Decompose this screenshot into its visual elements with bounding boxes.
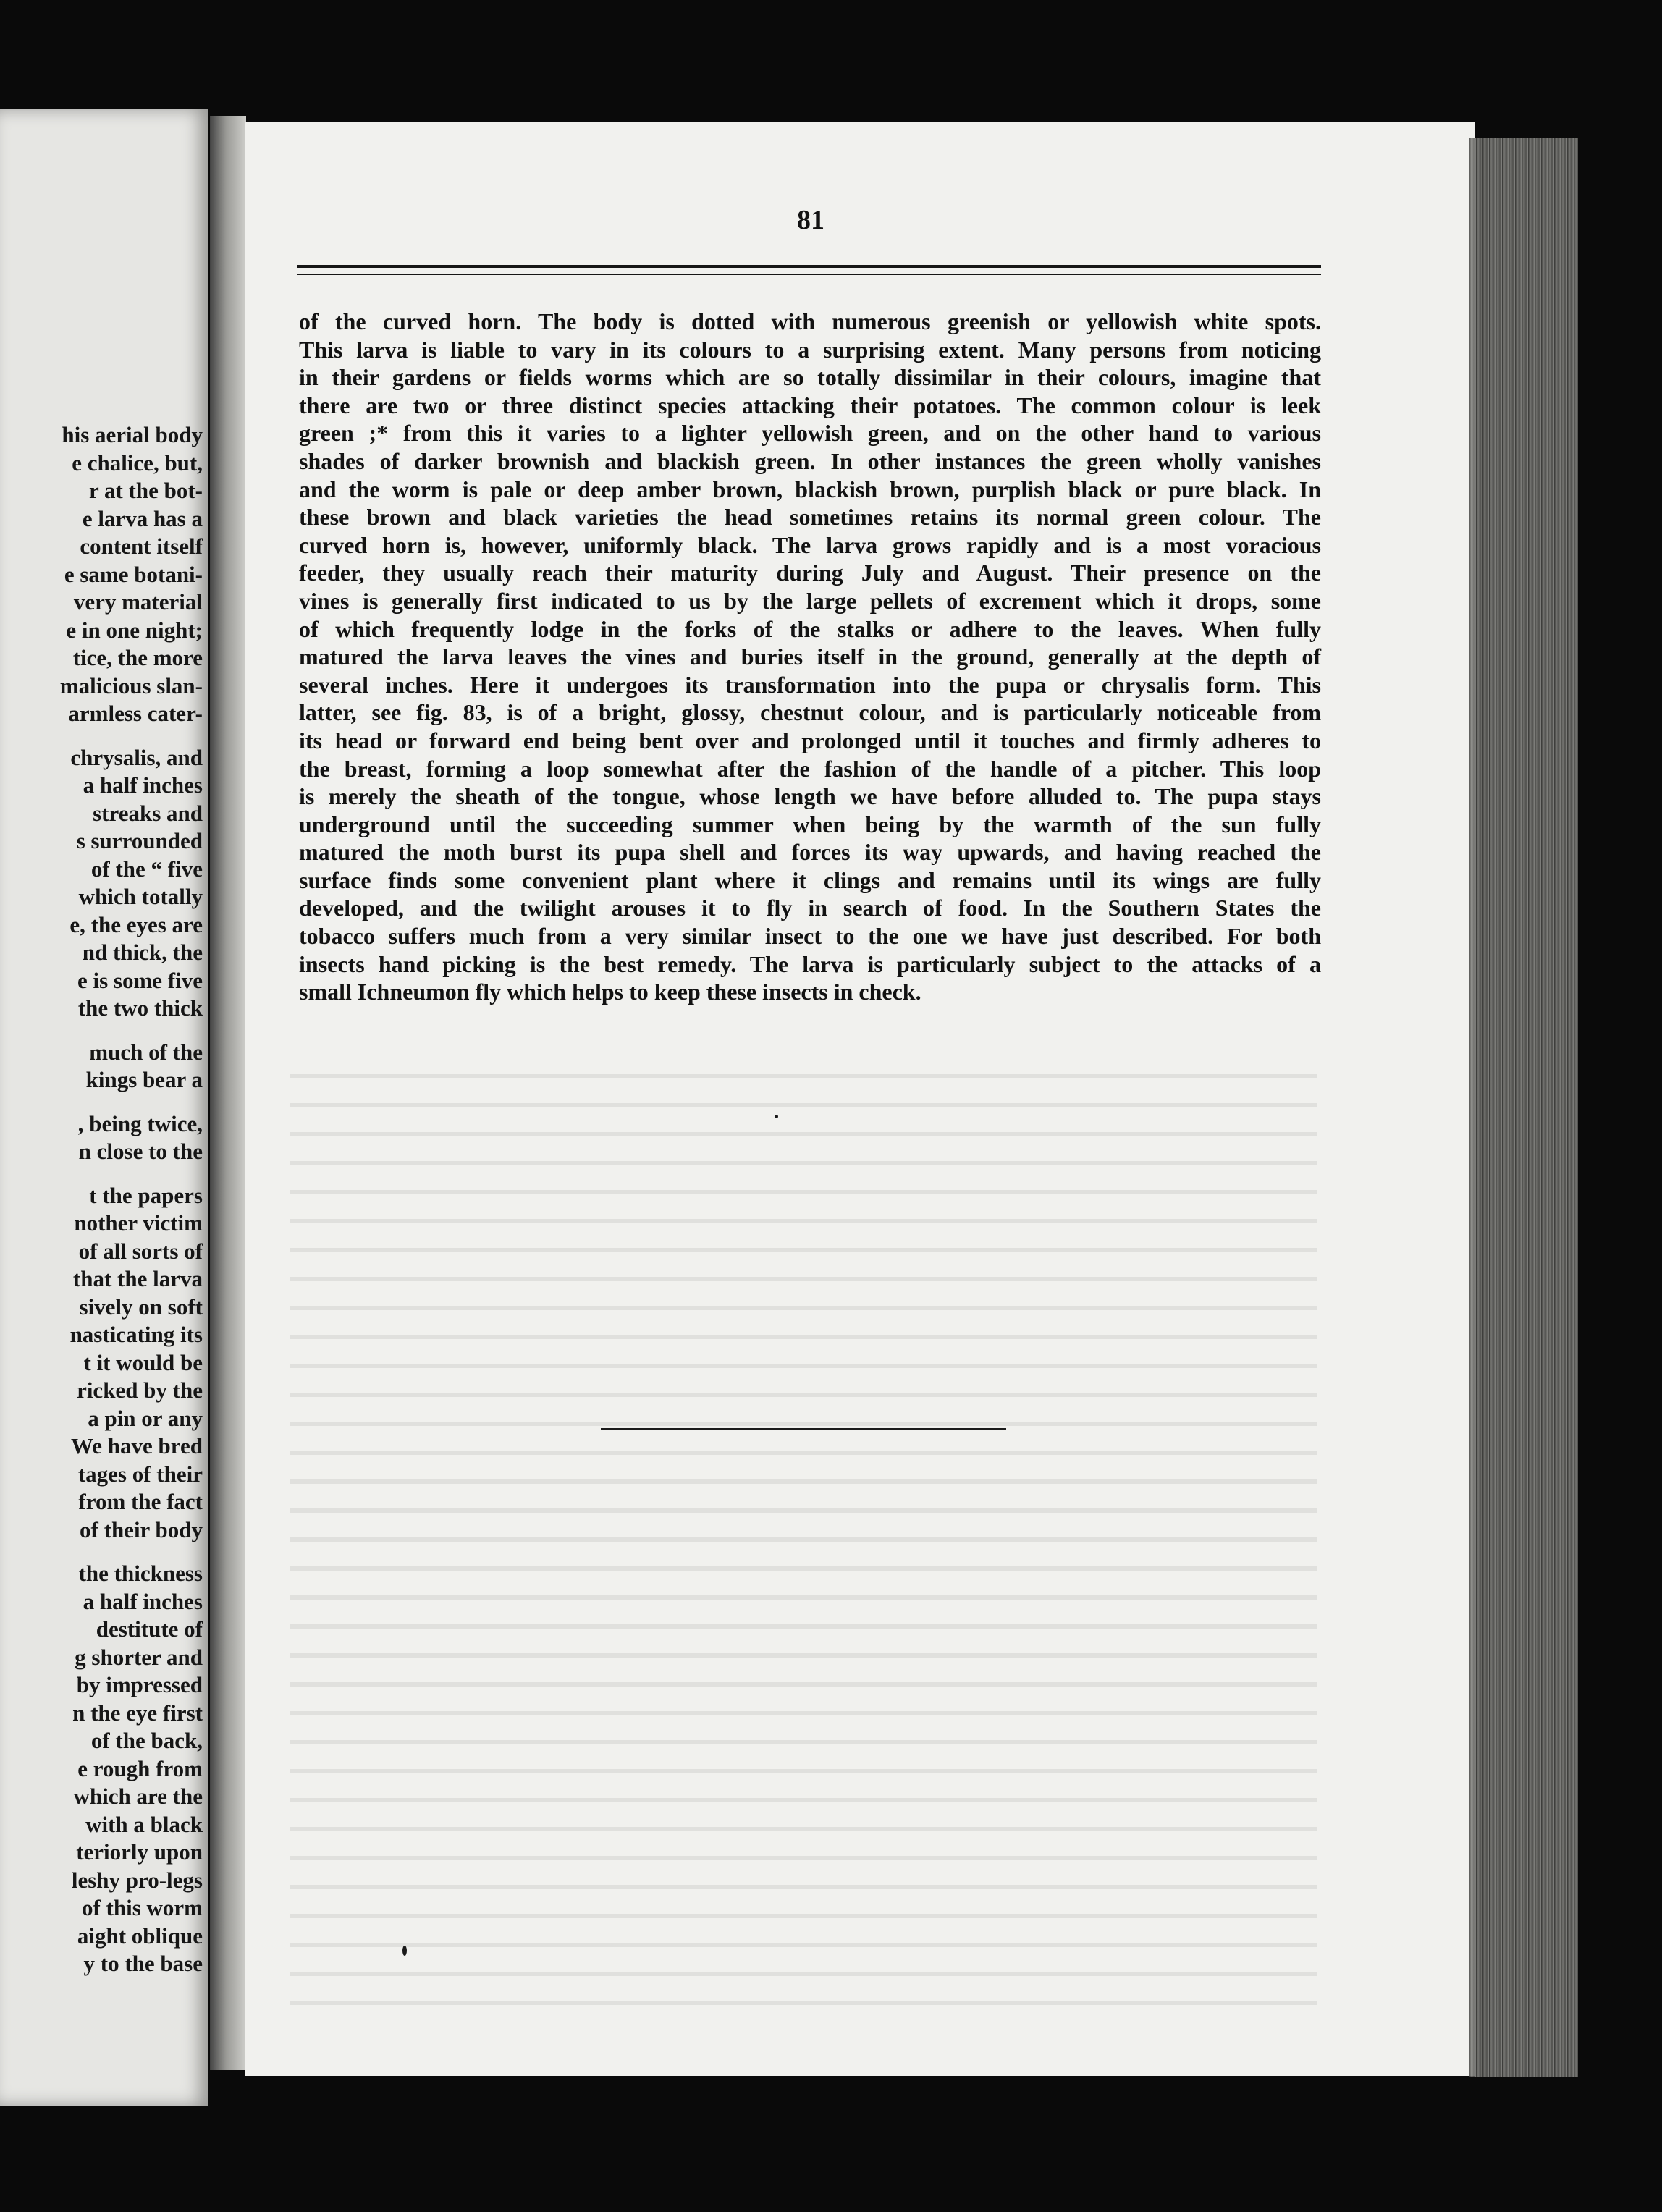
section-divider-rule	[601, 1428, 1006, 1430]
left-text-fragment: tice, the more	[72, 645, 203, 670]
left-text-fragment: that the larva	[72, 1266, 203, 1291]
text-line: matured the larva leaves the vines and buries itself in the ground, generally at the depth of	[299, 643, 1321, 670]
header-rule	[297, 265, 1321, 268]
left-text-fragment	[0, 1166, 203, 1182]
text-line: small Ichneumon fly which helps to keep these insects in check.	[299, 979, 921, 1005]
left-text-fragment: much of the	[89, 1039, 203, 1065]
left-text-fragment: sively on soft	[79, 1293, 203, 1320]
left-text-fragment	[0, 728, 203, 744]
left-text-fragment: content itself	[80, 533, 203, 559]
left-text-fragment: of the back,	[90, 1728, 203, 1753]
left-text-fragment: aight oblique	[77, 1922, 203, 1949]
left-text-fragment: teriorly upon	[76, 1839, 203, 1865]
left-text-fragment: e rough from	[77, 1755, 203, 1781]
page-number: 81	[797, 205, 824, 235]
left-text-fragment: kings bear a	[85, 1067, 203, 1092]
left-text-fragment: the two thick	[77, 995, 203, 1021]
left-text-fragment: e in one night;	[66, 617, 203, 643]
left-text-fragment: by impressed	[76, 1672, 203, 1697]
left-text-fragment: nother victim	[74, 1210, 203, 1236]
left-text-fragment: nasticating its	[69, 1322, 203, 1347]
text-line: surface finds some convenient plant where it clings and remains until its wings are fully	[299, 866, 1321, 893]
left-text-fragment: which are the	[73, 1783, 203, 1809]
left-text-fragment: a pin or any	[88, 1405, 203, 1431]
left-text-fragment: a half inches	[83, 772, 203, 798]
text-line: of which frequently lodge in the forks of the stalks or adhere to the leaves. When fully	[299, 615, 1321, 642]
left-text-fragment	[0, 1544, 203, 1560]
left-text-fragment: t it would be	[83, 1349, 203, 1375]
text-line: tobacco suffers much from a very similar insect to the one we have just described. For both	[299, 923, 1321, 950]
left-page-text	[0, 421, 203, 1978]
text-line: matured the moth burst its pupa shell and forces its way upwards, and having reached the	[299, 839, 1321, 866]
ink-speck	[775, 1115, 778, 1118]
left-text-fragment: nd thick, the	[82, 940, 203, 965]
left-text-fragment: destitute of	[96, 1616, 203, 1642]
text-line: shades of darker brownish and blackish green. In other instances the green wholly vanishes	[299, 447, 1321, 474]
left-text-fragment: very material	[73, 589, 203, 615]
left-text-fragment: of their body	[80, 1516, 203, 1542]
left-page	[0, 109, 208, 2106]
text-line: the breast, forming a loop somewhat after the fashion of the handle of a pitcher. This loop	[299, 755, 1321, 782]
left-text-fragment: leshy pro-legs	[71, 1867, 203, 1893]
left-text-fragment: e chalice, but,	[72, 449, 203, 476]
text-line: feeder, they usually reach their maturity during July and August. Their presence on the	[299, 560, 1321, 586]
left-text-fragment: which totally	[78, 884, 203, 909]
book-gutter	[210, 116, 246, 2070]
left-text-fragment: , being twice,	[77, 1110, 203, 1136]
left-text-fragment: of this worm	[81, 1895, 203, 1920]
text-line: its head or forward end being bent over and prolonged until it touches and firmly adheres to	[299, 727, 1321, 753]
text-line: underground until the succeeding summer when being by the warmth of the sun fully	[299, 811, 1321, 837]
text-line: of the curved horn. The body is dotted with numerous greenish or yellowish white spots.	[299, 308, 1321, 334]
left-text-fragment: tages of their	[77, 1461, 203, 1487]
left-text-fragment: We have bred	[71, 1433, 203, 1459]
text-line: in their gardens or fields worms which are so totally dissimilar in their colours, imagine that	[299, 364, 1321, 391]
text-line: vines is generally first indicated to us by the large pellets of excrement which it drops, some	[299, 587, 1321, 614]
text-line: green ;* from this it varies to a lighter yellowish green, and on the other hand to various	[299, 420, 1321, 447]
text-line: This larva is liable to vary in its colours to a surprising extent. Many persons from noticing	[299, 336, 1321, 363]
left-text-fragment: n the eye first	[72, 1700, 203, 1726]
left-text-fragment: a half inches	[83, 1588, 203, 1614]
reverse-side-show-through	[290, 1057, 1317, 2019]
left-text-fragment: chrysalis, and	[70, 744, 203, 770]
left-text-fragment: streaks and	[93, 800, 203, 826]
left-text-fragment: y to the base	[83, 1951, 203, 1976]
left-text-fragment	[0, 1023, 203, 1039]
left-text-fragment: ricked by the	[77, 1377, 203, 1403]
text-line: insects hand picking is the best remedy. The larva is particularly subject to the attacks of a	[299, 950, 1321, 977]
text-line: is merely the sheath of the tongue, whose length we have before alluded to. The pupa stays	[299, 783, 1321, 810]
header-rule-thin	[297, 274, 1321, 275]
left-text-fragment: malicious slan-	[59, 672, 203, 698]
page-edges	[1469, 138, 1578, 2077]
left-text-fragment	[0, 1094, 203, 1110]
left-text-fragment: of the “ five	[90, 856, 203, 882]
left-text-fragment: of all sorts of	[78, 1238, 203, 1264]
left-text-fragment: e larva has a	[82, 505, 203, 531]
left-text-fragment: from the fact	[78, 1489, 203, 1514]
text-line: these brown and black varieties the head sometimes retains its normal green colour. The	[299, 504, 1321, 531]
left-text-fragment: his aerial body	[62, 422, 203, 447]
text-line: developed, and the twilight arouses it to fly in search of food. In the Southern States the	[299, 895, 1321, 921]
left-text-fragment: e is some five	[77, 967, 203, 993]
text-line: latter, see fig. 83, is of a bright, glossy, chestnut colour, and is particularly noticeable from	[299, 699, 1321, 726]
left-text-fragment: e, the eyes are	[69, 911, 203, 937]
main-text	[299, 308, 1321, 1006]
left-text-fragment: with a black	[85, 1811, 203, 1837]
text-line: and the worm is pale or deep amber brown, blackish brown, purplish black or pure black. In	[299, 476, 1321, 502]
left-text-fragment: g shorter and	[75, 1644, 203, 1670]
left-text-fragment: armless cater-	[68, 701, 203, 726]
ink-speck	[402, 1946, 407, 1956]
left-text-fragment: s surrounded	[76, 828, 203, 853]
text-line: there are two or three distinct species attacking their potatoes. The common colour is leek	[299, 392, 1321, 418]
left-text-fragment: t the papers	[89, 1182, 203, 1208]
left-text-fragment: r at the bot-	[89, 478, 203, 503]
text-line: curved horn is, however, uniformly black. The larva grows rapidly and is a most voracious	[299, 531, 1321, 558]
left-text-fragment: e same botani-	[64, 561, 203, 587]
left-text-fragment: the thickness	[78, 1561, 203, 1586]
left-text-fragment: n close to the	[78, 1139, 203, 1164]
text-line: several inches. Here it undergoes its transformation into the pupa or chrysalis form. This	[299, 671, 1321, 698]
